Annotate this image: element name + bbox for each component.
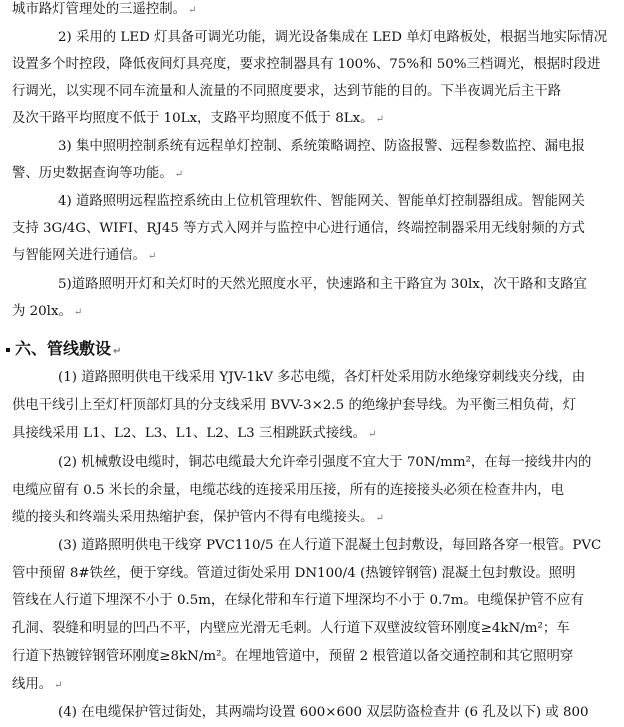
text-line: 孔洞、裂缝和明显的凹凸不平，内壁应光滑无毛刺。人行道下双壁波纹管环刚度≥4kN/m²；车: [12, 621, 570, 636]
paragraph-mark-icon: ↵: [174, 169, 184, 180]
text-line: 2) 采用的 LED 灯具备可调光功能，调光设备集成在 LED 单灯电路板处，根据当地实际情况: [58, 30, 608, 45]
paragraph-mark-icon: ↵: [188, 5, 197, 16]
text-line: 电缆应留有 0.5 米长的余量，电缆芯线的连接采用压接，所有的连接接头必须在检查井内，电: [12, 483, 565, 498]
section-heading: 六、管线敷设 ↵: [6, 336, 121, 359]
text-line: 与智能网关进行通信。 ↵: [12, 248, 157, 263]
text-line: 具接线采用 L1、L2、L3、L1、L2、L3 三相跳跃式接线。 ↵: [12, 426, 377, 441]
text-line: (3) 道路照明供电干线穿 PVC110/5 在人行道下混凝土包封敷设，每回路各穿一根管。PVC: [58, 538, 602, 553]
text-line: 供电干线引上至灯杆顶部灯具的分支线采用 BVV-3×2.5 的绝缘护套导线。为平衡三相负荷，灯: [12, 398, 577, 413]
text-line: 管线在人行道下埋深不小于 0.5m，在绿化带和车行道下埋深均不小于 0.7m。电缆保护管不应有: [12, 593, 584, 608]
text-line: 行调光，以实现不同车流量和人流量的不同照度要求，达到节能的目的。下半夜调光后主干路: [12, 84, 562, 99]
text-line: 为 20lx。 ↵: [12, 304, 83, 319]
text-line: 缆的接头和终端头采用热缩护套，保护管内不得有电缆接头。 ↵: [12, 510, 384, 525]
text-line: 行道下热镀锌钢管环刚度≥8kN/m²。在埋地管道中，预留 2 根管道以备交通控制和其它照明穿: [12, 649, 574, 664]
paragraph-mark-icon: ↵: [375, 513, 384, 524]
text-line: 5)道路照明开灯和关灯时的天然光照度水平，快速路和主干路宜为 30lx，次干路和支路宜: [58, 277, 587, 292]
text-line: 3) 集中照明控制系统有远程单灯控制、系统策略调控、防盗报警、远程参数监控、漏电报: [58, 139, 585, 154]
text-line: 4) 道路照明远程监控系统由上位机管理软件、智能网关、智能单灯控制器组成。智能网关: [58, 194, 585, 209]
text-line: 线用。 ↵: [12, 677, 63, 692]
heading-bullet-icon: [6, 348, 10, 352]
paragraph-mark-icon: ↵: [73, 307, 83, 318]
text-line: (2) 机械敷设电缆时，铜芯电缆最大允许牵引强度不宜大于 70N/mm²，在每一接线井内的: [58, 455, 592, 470]
paragraph-mark-icon: ↵: [368, 429, 377, 440]
text-line: (4) 在电缆保护管过街处，其两端均设置 600×600 双层防盗检查井 (6 孔及以下) 或 800: [58, 705, 589, 720]
text-line: 及次干路平均照度不低于 10Lx，支路平均照度不低于 8Lx。 ↵: [12, 111, 384, 126]
paragraph-mark-icon: ↵: [375, 114, 384, 125]
text-line: (1) 道路照明供电干线采用 YJV-1kV 多芯电缆，各灯杆处采用防水绝缘穿刺线夹分线，由: [58, 370, 586, 385]
text-line: 警、历史数据查询等功能。 ↵: [12, 166, 184, 181]
text-line: 设置多个时控段，降低夜间灯具亮度，要求控制器具有 100%、75%和 50%三档调光，根据时段进: [12, 57, 601, 72]
paragraph-mark-icon: ↵: [54, 680, 63, 691]
text-line: 城市路灯管理处的三遥控制。 ↵: [12, 2, 197, 17]
paragraph-mark-icon: ↵: [147, 251, 157, 262]
paragraph-mark-icon: ↵: [113, 346, 122, 357]
text-line: 支持 3G/4G、WIFI、RJ45 等方式入网并与监控中心进行通信，终端控制器采用无线射频的方式: [12, 221, 585, 236]
text-line: 管中预留 8#铁丝，便于穿线。管道过街处采用 DN100/4 (热镀锌钢管) 混凝土包封敷设。照明: [12, 566, 576, 581]
